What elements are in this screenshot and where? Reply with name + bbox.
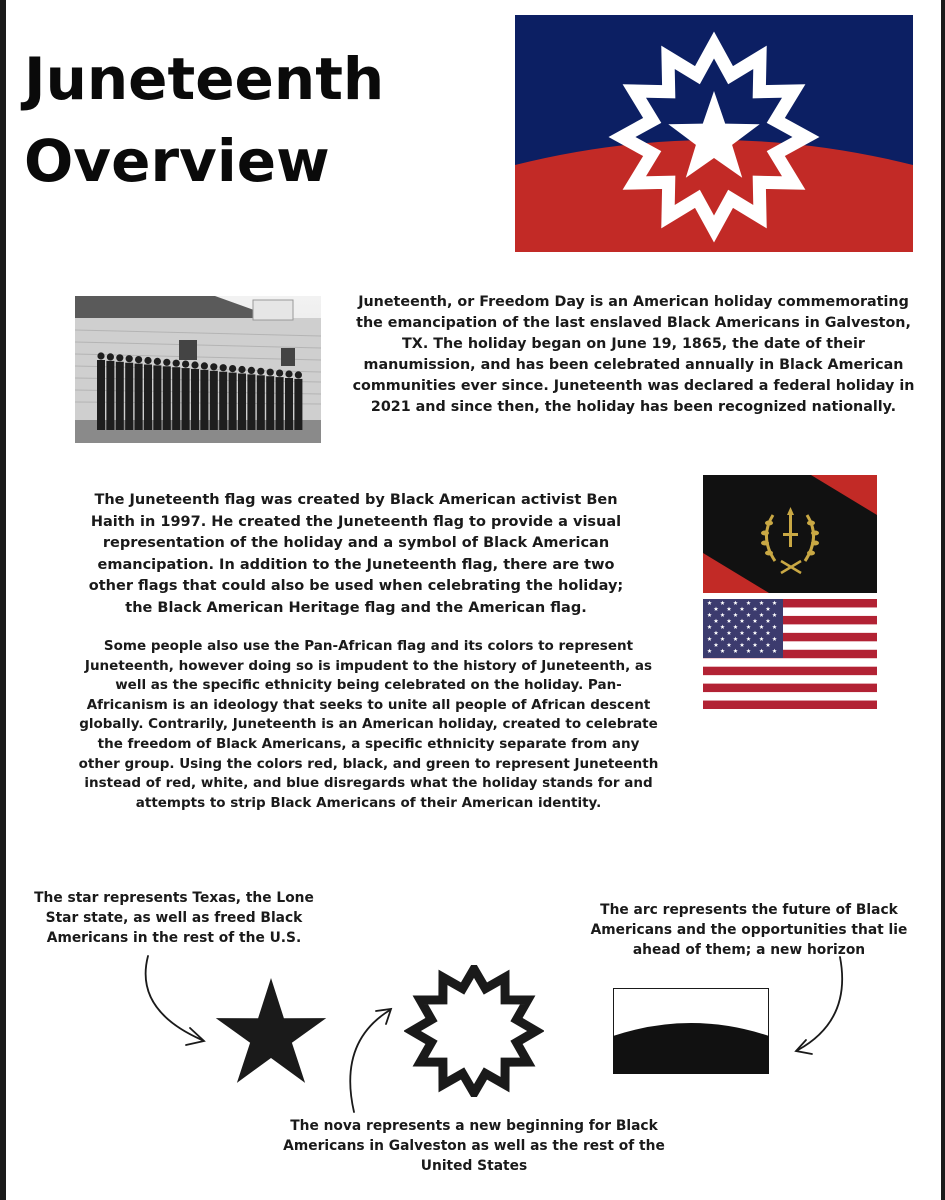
soldier-figure	[107, 353, 114, 360]
soldier-figure	[125, 363, 133, 430]
document-page	[6, 0, 941, 1200]
soldier-figure	[257, 375, 265, 430]
soldier-figure	[267, 369, 274, 376]
curved-arrow-icon	[350, 1010, 390, 1112]
soldier-figure	[163, 366, 171, 430]
soldier-figure	[295, 371, 302, 378]
title-line-1: Juneteenth	[24, 45, 385, 113]
soldier-figure	[248, 367, 255, 374]
curved-arrow-icon	[146, 956, 202, 1040]
soldier-figure	[238, 366, 245, 373]
soldier-figure	[172, 367, 180, 430]
soldier-figure	[106, 361, 114, 430]
soldier-figure	[201, 362, 208, 369]
curved-arrow-icon	[798, 957, 842, 1050]
soldier-figure	[229, 365, 236, 372]
american-flag	[703, 599, 877, 709]
soldier-figure	[210, 363, 217, 370]
soldier-figure	[126, 355, 133, 362]
pan-african-paragraph: Some people also use the Pan-African flag and its colors to represent Juneteenth, however doing so is impudent to the history of Juneteenth, as well as the specific ethnicity being celebrated on the holiday. Pan-Africanism is an ideology that seeks to unite all people of African descent globally. Contrarily, Juneteenth is an American holiday, created to celebrate the freedom of Black Americans, a specific ethnicity separate from any other group. Using the colors red, black, and green to represent Juneteenth instead of red, white, and blue disregards what the holiday stands for and attempts to strip Black Americans of their American identity.	[78, 638, 659, 811]
soldier-figure	[238, 374, 246, 431]
soldier-figure	[116, 362, 124, 430]
soldier-figure	[219, 372, 227, 430]
juneteenth-flag	[515, 15, 913, 252]
page-title	[24, 38, 524, 202]
title-line-2: Overview	[24, 127, 330, 195]
soldier-figure	[220, 364, 227, 371]
soldier-figure	[182, 368, 190, 430]
nova-caption: The nova represents a new beginning for Black Americans in Galveston as well as the rest of the United States	[283, 1118, 665, 1174]
soldier-figure	[294, 379, 302, 430]
soldier-figure	[144, 365, 152, 431]
soldier-figure	[163, 359, 170, 366]
soldier-figure	[285, 378, 293, 430]
soldier-figure	[276, 370, 283, 377]
soldier-figure	[135, 364, 143, 430]
soldier-figure	[154, 358, 161, 365]
soldier-figure	[135, 356, 142, 363]
soldier-figure	[191, 369, 199, 430]
soldier-figure	[210, 371, 218, 430]
flag-stripe	[703, 667, 877, 675]
soldier-figure	[182, 361, 189, 368]
soldier-figure	[247, 374, 255, 430]
soldier-figure	[116, 354, 123, 361]
soldier-figure	[97, 352, 104, 359]
intro-paragraph: Juneteenth, or Freedom Day is an American holiday commemorating the emancipation of the last enslaved Black Americans in Galveston, TX. The holiday began on June 19, 1865, the date of their manumission, and has been celebrated annually in Black American communities ever since. Juneteenth was declared a federal holiday in 2021 and since then, the holiday has been recognized nationally.	[352, 294, 915, 415]
soldier-figure	[257, 368, 264, 375]
heritage-flag	[703, 475, 877, 593]
soldier-figure	[144, 357, 151, 364]
star-icon	[211, 976, 331, 1088]
nova-icon	[404, 965, 544, 1097]
soldier-figure	[191, 361, 198, 368]
arc-icon	[613, 988, 769, 1074]
arc-caption: The arc represents the future of Black Americans and the opportunities that lie ahead of them; a new horizon	[590, 902, 908, 958]
flag-stripe	[703, 701, 877, 709]
soldier-figure	[97, 360, 105, 430]
soldier-figure	[229, 373, 237, 430]
star-caption: The star represents Texas, the Lone Star state, as well as freed Black Americans in the rest of the U.S.	[34, 890, 314, 946]
soldier-figure	[285, 370, 292, 377]
soldiers-photo	[75, 296, 321, 443]
soldier-figure	[200, 370, 208, 430]
flag-history-paragraph: The Juneteenth flag was created by Black American activist Ben Haith in 1997. He created the Juneteenth flag to provide a visual representation of the holiday and a symbol of Black American emancipation. In addition to the Juneteenth flag, there are two other flags that could also be used when celebrating the holiday; the Black American Heritage flag and the American flag.	[88, 492, 624, 616]
soldier-figure	[153, 365, 161, 430]
flag-stripe	[703, 684, 877, 692]
soldier-figure	[266, 376, 274, 430]
soldier-figure	[276, 377, 284, 430]
soldier-figure	[173, 360, 180, 367]
